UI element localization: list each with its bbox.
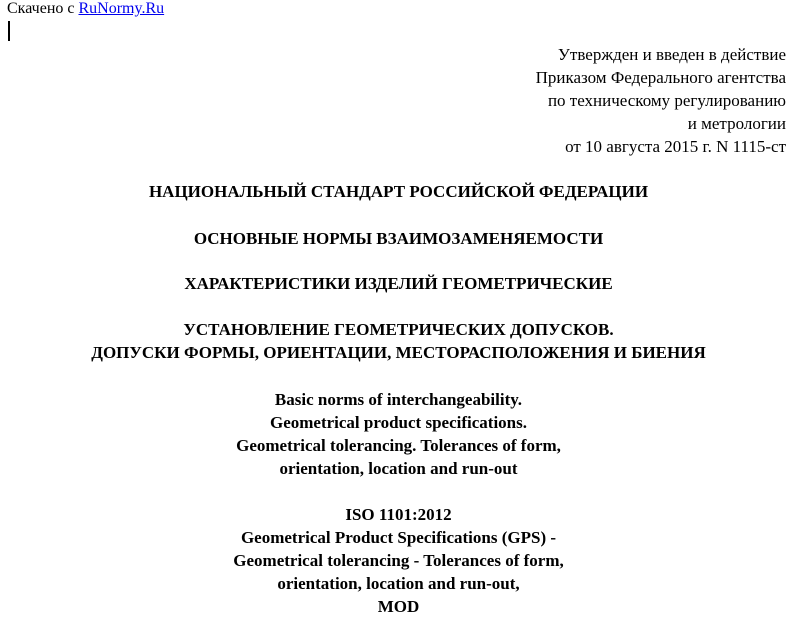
english-title-line: Geometrical product specifications. [269, 413, 527, 432]
english-title-block [0, 388, 790, 480]
approval-line: и метрологии [687, 114, 786, 133]
approval-line: по техническому регулированию [547, 91, 786, 110]
approval-line: Утвержден и введен в действие [557, 45, 786, 64]
iso-reference-line: orientation, location and run-out, [277, 574, 520, 593]
runormy-link[interactable]: RuNormy.Ru [78, 0, 165, 17]
approval-block [536, 43, 786, 158]
english-title-line: orientation, location and run-out [279, 459, 518, 478]
iso-reference-line: Geometrical tolerancing - Tolerances of form, [233, 551, 564, 570]
download-prefix: Скачено с [7, 0, 79, 17]
download-source-line [7, 0, 164, 18]
national-standard-heading: НАЦИОНАЛЬНЫЙ СТАНДАРТ РОССИЙСКОЙ ФЕДЕРАЦИИ [148, 182, 649, 201]
iso-reference-line: Geometrical Product Specifications (GPS) - [240, 528, 557, 547]
english-title-line: Geometrical tolerancing. Tolerances of form, [236, 436, 561, 455]
english-title-line: Basic norms of interchangeability. [274, 390, 523, 409]
approval-line: Приказом Федерального агентства [535, 68, 786, 87]
basic-norms-heading: ОСНОВНЫЕ НОРМЫ ВЗАИМОЗАМЕНЯЕМОСТИ [193, 229, 604, 248]
heading-line: УСТАНОВЛЕНИЕ ГЕОМЕТРИЧЕСКИХ ДОПУСКОВ. [183, 320, 614, 339]
heading-line: ДОПУСКИ ФОРМЫ, ОРИЕНТАЦИИ, МЕСТОРАСПОЛОЖЕНИЯ И БИЕНИЯ [91, 343, 706, 362]
establishing-tolerances-heading [0, 318, 790, 364]
iso-reference-line: ISO 1101:2012 [345, 505, 452, 524]
text-cursor [8, 21, 10, 41]
iso-reference-block [0, 503, 790, 618]
characteristics-heading: ХАРАКТЕРИСТИКИ ИЗДЕЛИЙ ГЕОМЕТРИЧЕСКИЕ [184, 274, 613, 293]
iso-reference-line: MOD [377, 597, 420, 616]
approval-line: от 10 августа 2015 г. N 1115-ст [565, 137, 786, 156]
